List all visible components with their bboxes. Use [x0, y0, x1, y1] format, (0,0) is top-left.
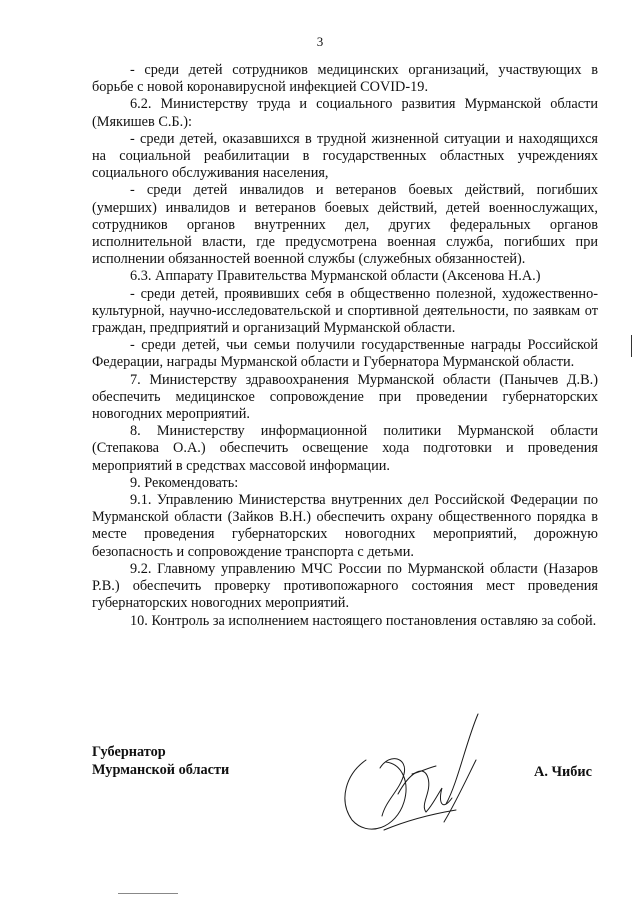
paragraph: - среди детей сотрудников медицинских организаций, участвующих в борьбе с новой коронавирусной инфекцией COVID-19. — [92, 62, 598, 96]
paragraph: 10. Контроль за исполнением настоящего постановления оставляю за собой. — [130, 612, 597, 629]
paragraph: 8. Министерству информационной политики Мурманской области (Степакова О.А.) обеспечить освещение хода подготовки и проведения мероприятий в средствах массовой информации. — [92, 423, 598, 474]
paragraph: 6.3. Аппарату Правительства Мурманской области (Аксенова Н.А.) — [130, 268, 541, 285]
paragraph: - среди детей, оказавшихся в трудной жизненной ситуации и находящихся на социальной реабилитации в государственных областных учреждениях социального обслуживания населения, — [92, 130, 598, 182]
paragraph: 7. Министерству здравоохранения Мурманской области (Панычев Д.В.) обеспечить медицинское сопровождение при проведении губернаторских новогодних мероприятий. — [92, 371, 598, 423]
document-body — [92, 62, 598, 630]
page-number: 3 — [316, 34, 324, 49]
paragraph: - среди детей, проявивших себя в общественно полезной, художественно-культурной, научно-исследовательской и спортивной деятельности, по заявкам от граждан, предприятий и организаций Мурманской области. — [92, 285, 598, 337]
signatory-title-line1: Губернатор — [92, 744, 166, 760]
margin-mark — [631, 335, 632, 357]
signatory-name: А. Чибис — [534, 764, 592, 780]
paragraph: - среди детей инвалидов и ветеранов боевых действий, погибших (умерших) инвалидов и ветеранов боевых действий, детей военнослужащих, сотрудников органов внутренних дел, других федеральных органов исполнительной власти, где предусмотрена военная служба, погибших при исполнении обязанностей военной службы (служебных обязанностей). — [92, 182, 598, 268]
signatory-title-line2: Мурманской области — [92, 761, 230, 778]
signatory-title — [92, 744, 229, 779]
paragraph: 9.1. Управлению Министерства внутренних дел Российской Федерации по Мурманской области (Зайков В.Н.) обеспечить охрану общественного порядка в месте проведения губернаторских новогодних мероприятий, дорожную безопасность и сопровождение транспорта с детьми. — [92, 492, 598, 560]
paragraph: 9.2. Главному управлению МЧС России по Мурманской области (Назаров Р.В.) обеспечить проверку противопожарного состояния мест проведения губернаторских новогодних мероприятий. — [92, 560, 598, 612]
paragraph: - среди детей, чьи семьи получили государственные награды Российской Федерации, награды Мурманской области и Губернатора Мурманской области. — [92, 337, 598, 371]
paragraph: 6.2. Министерству труда и социального развития Мурманской области (Мякишев С.Б.): — [92, 96, 598, 130]
signature-image — [328, 702, 498, 852]
paragraph: 9. Рекомендовать: — [130, 474, 239, 491]
bottom-mark — [118, 893, 178, 894]
